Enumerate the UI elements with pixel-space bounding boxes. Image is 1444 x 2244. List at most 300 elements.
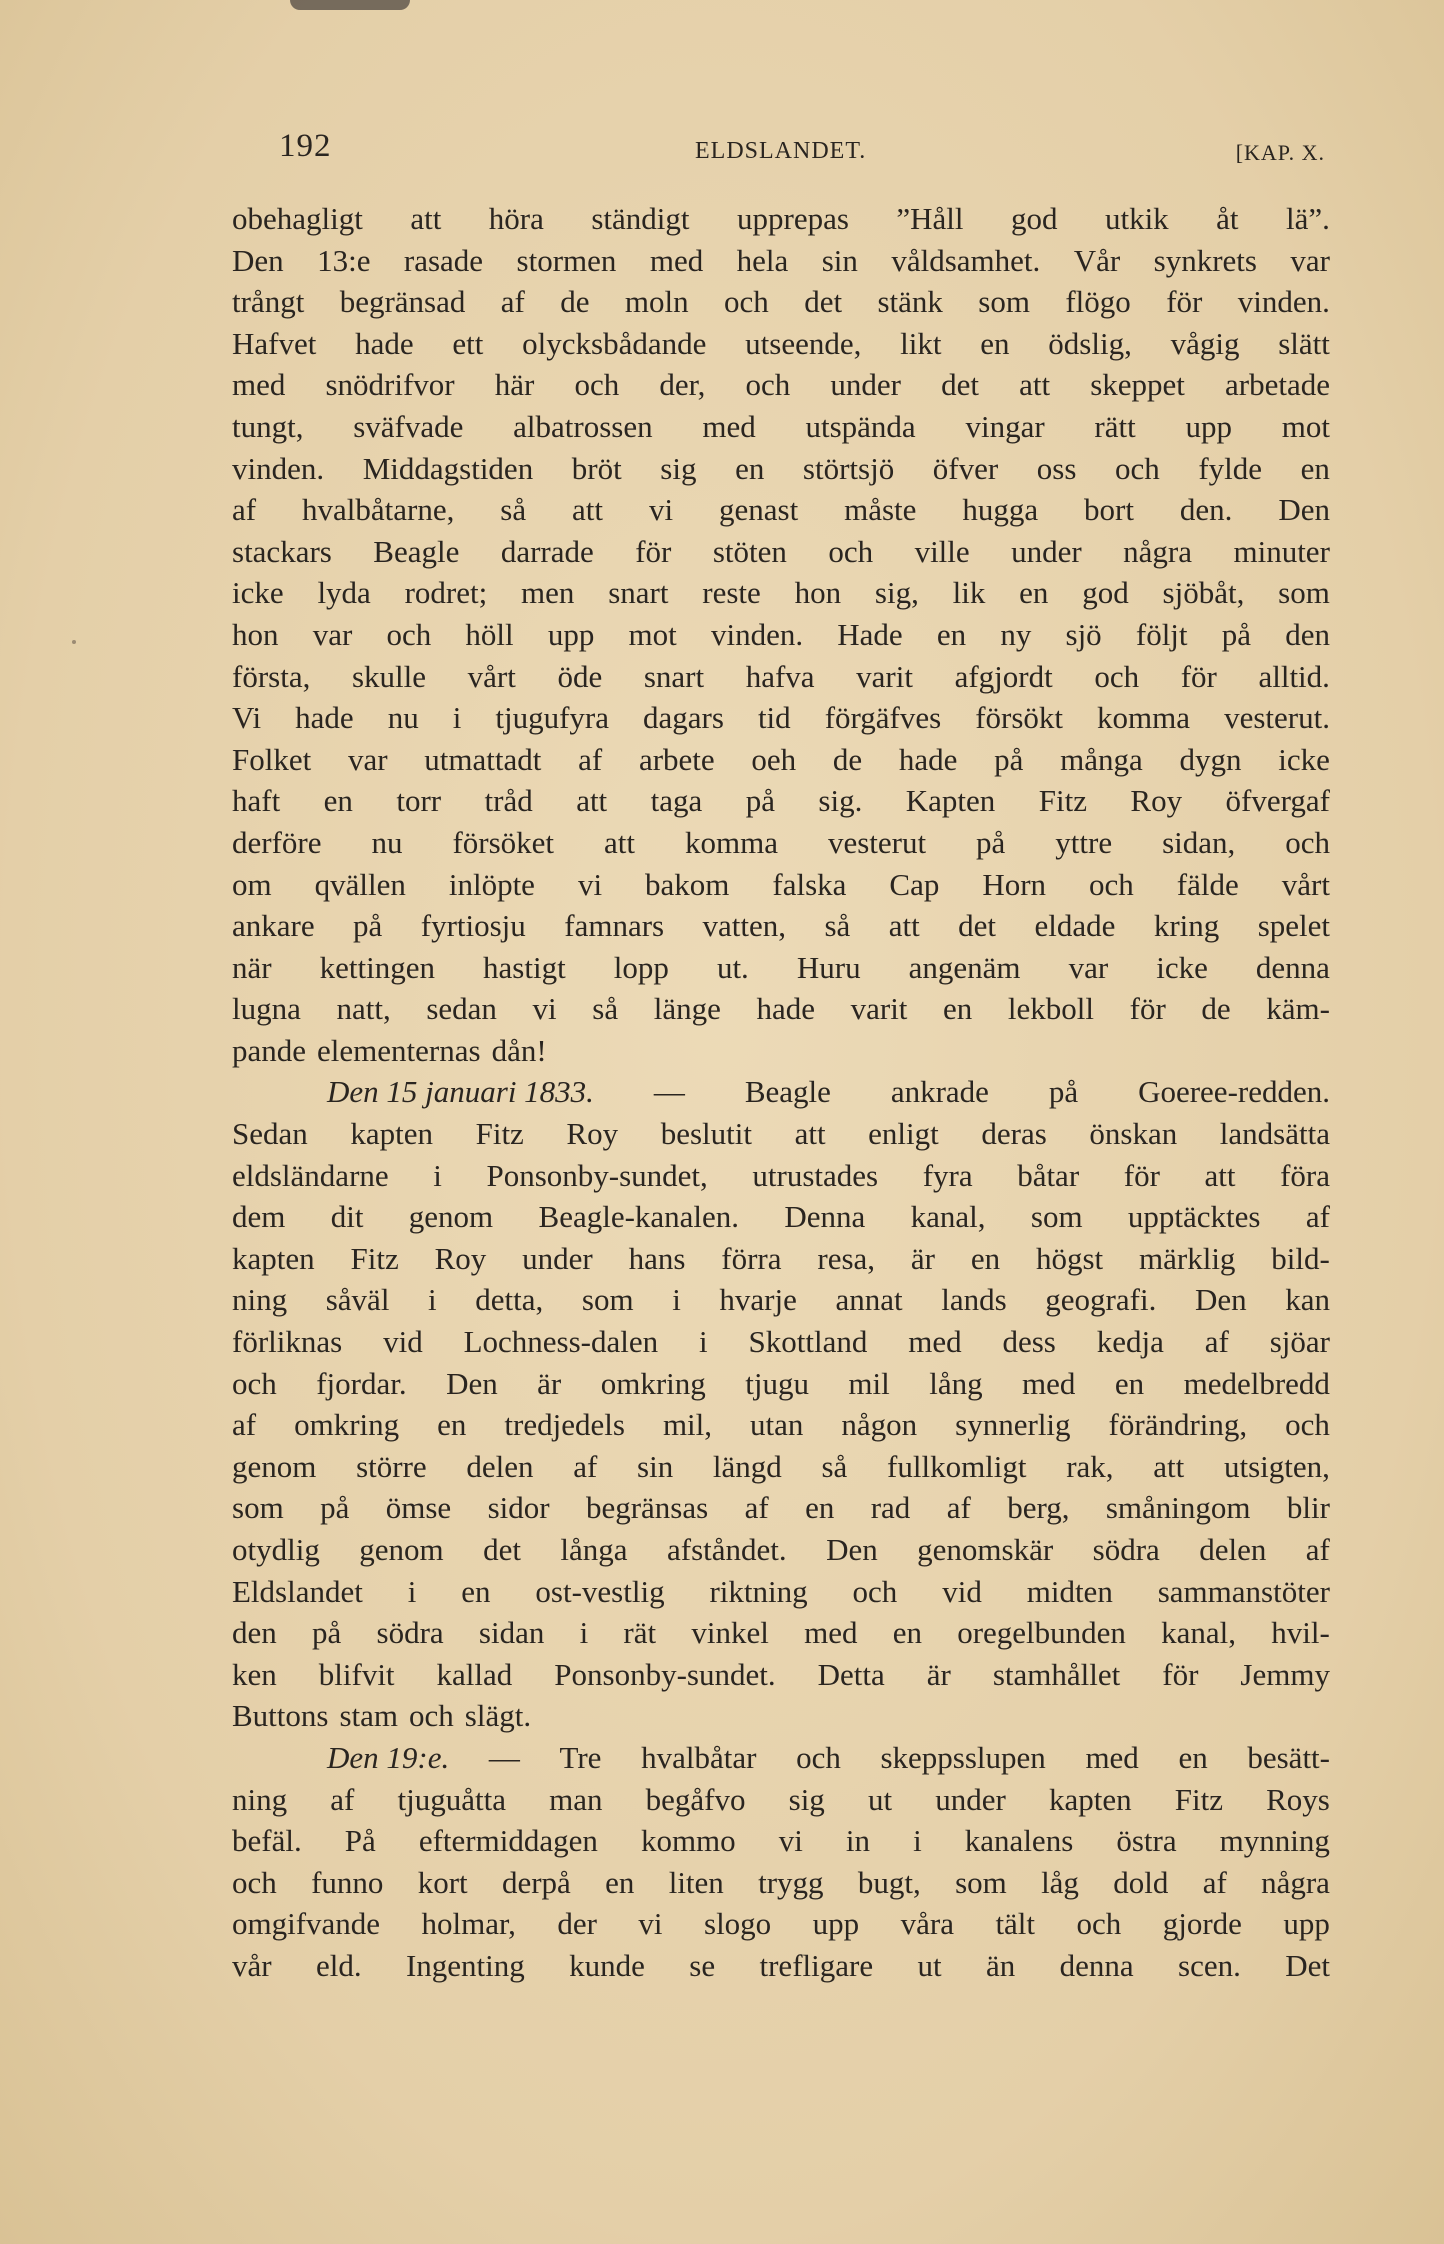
chapter-reference: [KAP. X. (1235, 140, 1325, 165)
word: arbete (638, 741, 715, 777)
word: måste (844, 492, 917, 528)
word: vesterut (827, 824, 927, 860)
word: gjorde (1162, 1906, 1242, 1942)
scan-edge-mark (290, 0, 410, 10)
word: synnerlig (955, 1407, 1071, 1443)
word: hans (628, 1240, 686, 1276)
word: Beagle (373, 533, 460, 569)
word: eldade (1034, 908, 1116, 944)
text-line (232, 1196, 1330, 1238)
date-heading: Den 19:e. (327, 1739, 450, 1775)
text-line (232, 1030, 1330, 1072)
word: störtsjö (802, 450, 895, 486)
word: minuter (1233, 533, 1330, 569)
word: Folket (232, 741, 312, 777)
word: genast (719, 492, 799, 528)
word: fullkomligt (887, 1448, 1027, 1484)
word: kan (1285, 1282, 1330, 1318)
word: moln (624, 284, 689, 320)
word: utspända (805, 408, 916, 444)
word: under (935, 1781, 1006, 1817)
word: förgäfves (824, 700, 942, 736)
word: men (521, 575, 575, 611)
word: kanal, (910, 1199, 986, 1235)
word: lekboll (1007, 991, 1095, 1027)
word: kanalens (964, 1823, 1074, 1859)
word: af (744, 1490, 769, 1526)
word: som (955, 1864, 1007, 1900)
word: af (946, 1490, 971, 1526)
text-line (232, 1238, 1330, 1280)
word: Beagle (744, 1074, 831, 1110)
word: oss (1036, 450, 1077, 486)
word: är (926, 1656, 951, 1692)
word: när (232, 949, 272, 985)
word: komma (1097, 700, 1191, 736)
word: likt (900, 325, 942, 361)
word: vinkel (691, 1615, 769, 1651)
word: utan (750, 1407, 804, 1443)
word: för (1180, 658, 1217, 694)
word: hade (756, 991, 815, 1027)
word: mil (848, 1365, 890, 1401)
word: rodret; (404, 575, 488, 611)
word: vid (942, 1573, 982, 1609)
page-header (275, 128, 1325, 172)
word: på (353, 908, 383, 944)
word: ankare (232, 908, 315, 944)
word: dess (1002, 1324, 1056, 1360)
word: tungt, (232, 408, 304, 444)
word: varit (850, 991, 908, 1027)
word: tjugu (745, 1365, 809, 1401)
word: genom (408, 1199, 494, 1235)
text-line (232, 364, 1330, 406)
word: nu (371, 824, 403, 860)
word: af (500, 284, 525, 320)
word: och (1094, 658, 1140, 694)
word: upp (1283, 1906, 1330, 1942)
word: hugga (962, 492, 1039, 528)
word: sidan (478, 1615, 545, 1651)
word: trångt (232, 284, 305, 320)
word: dem (232, 1199, 286, 1235)
word: elementernas (317, 1032, 481, 1068)
word: der, (659, 367, 706, 403)
word: detta, (475, 1282, 544, 1318)
word: kapten (232, 1240, 315, 1276)
word: Jemmy (1240, 1656, 1330, 1692)
text-line (232, 198, 1330, 240)
word: för (1129, 991, 1166, 1027)
text-line (232, 1487, 1330, 1529)
word: under (522, 1240, 593, 1276)
word: slogo (704, 1906, 772, 1942)
word: många (1060, 741, 1143, 777)
word: det (804, 284, 843, 320)
word: är (910, 1240, 935, 1276)
word: de (832, 741, 863, 777)
word: upptäcktes (1127, 1199, 1261, 1235)
word: kring (1153, 908, 1220, 944)
text-line (232, 1779, 1330, 1821)
word: derpå (501, 1864, 571, 1900)
word: tält (995, 1906, 1036, 1942)
word: kettingen (319, 949, 435, 985)
text-line (232, 1612, 1330, 1654)
word: med (908, 1324, 962, 1360)
word: begränsas (585, 1490, 709, 1526)
word: skulle (351, 658, 427, 694)
word: bakom (645, 866, 730, 902)
word: så (500, 492, 527, 528)
word: för (635, 533, 672, 569)
word: en (461, 1573, 491, 1609)
word: bild- (1271, 1240, 1330, 1276)
word: omkring (600, 1365, 706, 1401)
word: af (330, 1781, 355, 1817)
word: den (232, 1615, 277, 1651)
text-line (232, 572, 1330, 614)
word: förra (721, 1240, 782, 1276)
text-line (232, 1529, 1330, 1571)
text-line (232, 1820, 1330, 1862)
word: medelbredd (1183, 1365, 1330, 1401)
word: famnars (564, 908, 665, 944)
word: och (828, 533, 874, 569)
word: Eldslandet (232, 1573, 363, 1609)
word: här (494, 367, 535, 403)
word: rak, (1066, 1448, 1114, 1484)
word: Roy (566, 1116, 619, 1152)
word: Ponsonby-sundet, (486, 1157, 708, 1193)
word: tjuguåtta (397, 1781, 506, 1817)
word: Roy (434, 1240, 487, 1276)
word: holmar, (421, 1906, 516, 1942)
word: enligt (868, 1116, 939, 1152)
word: Huru (796, 949, 861, 985)
word: Skottland (748, 1324, 868, 1360)
word: dagars (643, 700, 724, 736)
word: sig (660, 450, 697, 486)
word: och (724, 284, 769, 320)
word: och (409, 1698, 454, 1734)
word: sin (821, 242, 858, 278)
word: en (735, 450, 765, 486)
word: slägt. (464, 1698, 532, 1734)
word: käm- (1266, 991, 1330, 1027)
word: följt (1135, 616, 1188, 652)
word: i (433, 1157, 442, 1193)
text-line (232, 905, 1330, 947)
word: sjö (1065, 616, 1102, 652)
word: bort (1084, 492, 1134, 528)
word: Cap (889, 866, 940, 902)
word: ny (1000, 616, 1032, 652)
word: olycksbådande (522, 325, 707, 361)
word: flögo (1065, 284, 1131, 320)
word: sedan (426, 991, 497, 1027)
word: fälde (1176, 866, 1239, 902)
word: är (537, 1365, 562, 1401)
word: öfvergaf (1225, 783, 1330, 819)
word: kapten (350, 1116, 433, 1152)
word: vårt (467, 658, 516, 694)
word: delen (1199, 1532, 1267, 1567)
word: vår (232, 1947, 272, 1983)
word: Middagstiden (362, 450, 534, 486)
word: Fitz (350, 1240, 399, 1276)
word: högst (1035, 1240, 1104, 1276)
word: som (232, 1490, 284, 1526)
word: icke (1156, 949, 1208, 985)
word: alltid. (1258, 658, 1330, 694)
word: haft (232, 783, 281, 819)
word: södra (1092, 1532, 1160, 1567)
text-line (232, 1404, 1330, 1446)
word: hvil- (1271, 1615, 1330, 1651)
word: taga (650, 783, 703, 819)
word: sammanstöter (1157, 1573, 1330, 1609)
word: som (978, 284, 1030, 320)
word: vårt (1281, 866, 1330, 902)
word: och (745, 367, 791, 403)
word: och (852, 1573, 898, 1609)
word: sväfvade (353, 408, 464, 444)
word: ost-vestlig (535, 1573, 665, 1609)
word: af (1305, 1532, 1330, 1567)
word: torr (396, 783, 442, 819)
word: kunde (569, 1947, 645, 1983)
word: hon (794, 575, 842, 611)
word: Vi (232, 700, 262, 736)
word: snart (608, 575, 669, 611)
word: derföre (232, 824, 322, 860)
word: lyda (317, 575, 371, 611)
word: att (572, 492, 604, 528)
word: och (1285, 1407, 1330, 1443)
word: med (1085, 1739, 1139, 1775)
word: begränsad (339, 284, 466, 320)
word: snödrifvor (325, 367, 455, 403)
word: östra (1116, 1823, 1177, 1859)
word: dån! (491, 1032, 547, 1068)
word: långa (560, 1532, 628, 1567)
word: upp (547, 616, 595, 652)
word: med (804, 1615, 858, 1651)
word: lopp (613, 949, 669, 985)
word: — (653, 1074, 685, 1110)
word: ”Håll (896, 201, 964, 236)
word: en (943, 991, 973, 1027)
word: Beagle-kanalen. (538, 1199, 740, 1235)
word: småningom (1105, 1490, 1251, 1526)
word: vid (383, 1324, 423, 1360)
word: eld. (315, 1947, 362, 1983)
text-line (232, 406, 1330, 448)
word: begåfvo (645, 1781, 746, 1817)
word: Goeree-redden. (1138, 1074, 1330, 1110)
word: första, (232, 658, 311, 694)
word: i (407, 1573, 417, 1609)
word: med (649, 242, 704, 278)
word: var (347, 741, 388, 777)
word: af (232, 1407, 257, 1443)
word: tredjedels (504, 1407, 625, 1443)
word: man (549, 1781, 603, 1817)
word: tid (757, 700, 791, 736)
word: blir (1286, 1490, 1330, 1526)
word: Sedan (232, 1116, 308, 1152)
word: så (824, 908, 851, 944)
word: På (344, 1823, 376, 1859)
word: upp (812, 1906, 860, 1942)
word: denna (1059, 1947, 1134, 1983)
word: Den (1194, 1282, 1247, 1318)
word: icke (232, 575, 284, 611)
word: de (560, 284, 590, 320)
word: som (1030, 1199, 1083, 1235)
word: södra (376, 1615, 444, 1651)
word: inlöpte (448, 866, 535, 902)
word: qvällen (314, 866, 406, 902)
word: oregelbunden (957, 1615, 1126, 1651)
word: Ponsonby-sundet. (554, 1656, 776, 1692)
word: och (1285, 824, 1330, 860)
text-line (232, 1321, 1330, 1363)
text-line (232, 780, 1330, 822)
word: på (976, 824, 1006, 860)
text-line (232, 1695, 1330, 1737)
word: landsätta (1219, 1116, 1330, 1152)
word: en (892, 1615, 922, 1651)
word: slätt (1278, 325, 1330, 361)
word: spelet (1257, 908, 1330, 944)
word: vi (532, 991, 557, 1027)
word: resa, (817, 1240, 876, 1276)
word: var (1068, 949, 1109, 985)
word: för (1162, 1656, 1199, 1692)
word: med (702, 408, 756, 444)
word: synkrets (1153, 242, 1257, 278)
word: ödslig, (1048, 325, 1132, 361)
word: ett (452, 325, 484, 361)
word: berg, (1007, 1490, 1070, 1526)
word: och (1114, 450, 1160, 486)
text-line (232, 1446, 1330, 1488)
word: mil, (662, 1407, 713, 1443)
word: den. (1179, 492, 1233, 528)
word: önskan (1089, 1116, 1178, 1152)
word: om (232, 866, 272, 902)
word: rät (623, 1615, 657, 1651)
word: hela (736, 242, 789, 278)
word: liten (668, 1864, 724, 1900)
word: som (1278, 575, 1330, 611)
word: af (232, 492, 257, 528)
word: Den (1278, 492, 1330, 528)
word: deras (981, 1116, 1047, 1152)
word: in (845, 1823, 871, 1859)
word: Roy (1130, 783, 1183, 819)
word: i (452, 700, 462, 736)
word: lä”. (1286, 201, 1330, 236)
word: ken (232, 1656, 277, 1692)
word: en (605, 1864, 635, 1900)
text-line (232, 1571, 1330, 1613)
word: varit (856, 658, 913, 694)
word: höra (488, 201, 544, 236)
text-line (232, 1945, 1330, 1987)
word: fjordar. (316, 1365, 407, 1401)
word: vesterut. (1224, 700, 1330, 736)
word: på (745, 783, 775, 819)
word: otydlig (232, 1532, 320, 1567)
word: sig. (818, 783, 863, 819)
word: hade (295, 700, 354, 736)
word: riktning (709, 1573, 808, 1609)
word: hvalbåtarne, (302, 492, 455, 528)
word: det (483, 1532, 521, 1567)
word: utrustades (752, 1157, 879, 1193)
word: omgifvande (232, 1906, 381, 1942)
word: en (1300, 450, 1330, 486)
word: hade (355, 325, 414, 361)
word: med (1022, 1365, 1076, 1401)
word: ut. (716, 949, 749, 985)
word: mot (1281, 408, 1330, 444)
text-line (232, 448, 1330, 490)
word: kapten (1048, 1781, 1132, 1817)
text-line (232, 1903, 1330, 1945)
word: hvalbåtar (641, 1739, 757, 1775)
word: länge (653, 991, 721, 1027)
word: lands (941, 1282, 1007, 1318)
word: trygg (758, 1864, 824, 1900)
word: kanal, (1161, 1615, 1237, 1651)
word: för (1123, 1157, 1160, 1193)
word: sidan, (1162, 824, 1236, 860)
word: i (672, 1282, 681, 1318)
word: sidor (487, 1490, 550, 1526)
word: obehagligt (232, 201, 363, 236)
word: åt (1216, 201, 1239, 236)
word: på (994, 741, 1024, 777)
word: en (437, 1407, 467, 1443)
word: mynning (1219, 1823, 1330, 1859)
word: denna (1255, 949, 1330, 985)
text-line (232, 1071, 1330, 1113)
word: ut (917, 1947, 942, 1983)
word: hastigt (483, 949, 566, 985)
word: se (689, 1947, 716, 1983)
word: natt, (336, 991, 391, 1027)
text-line (232, 864, 1330, 906)
word: rätt (1094, 408, 1136, 444)
word: att (604, 824, 635, 860)
word: för (1166, 284, 1203, 320)
word: ville (914, 533, 970, 569)
word: en (970, 1240, 1001, 1276)
word: afgjordt (954, 658, 1053, 694)
word: Hade (837, 616, 903, 652)
word: lik (952, 575, 986, 611)
word: i (579, 1615, 589, 1651)
word: att (1019, 367, 1051, 403)
text-line (232, 947, 1330, 989)
word: hon (232, 616, 279, 652)
word: Buttons (232, 1698, 329, 1734)
